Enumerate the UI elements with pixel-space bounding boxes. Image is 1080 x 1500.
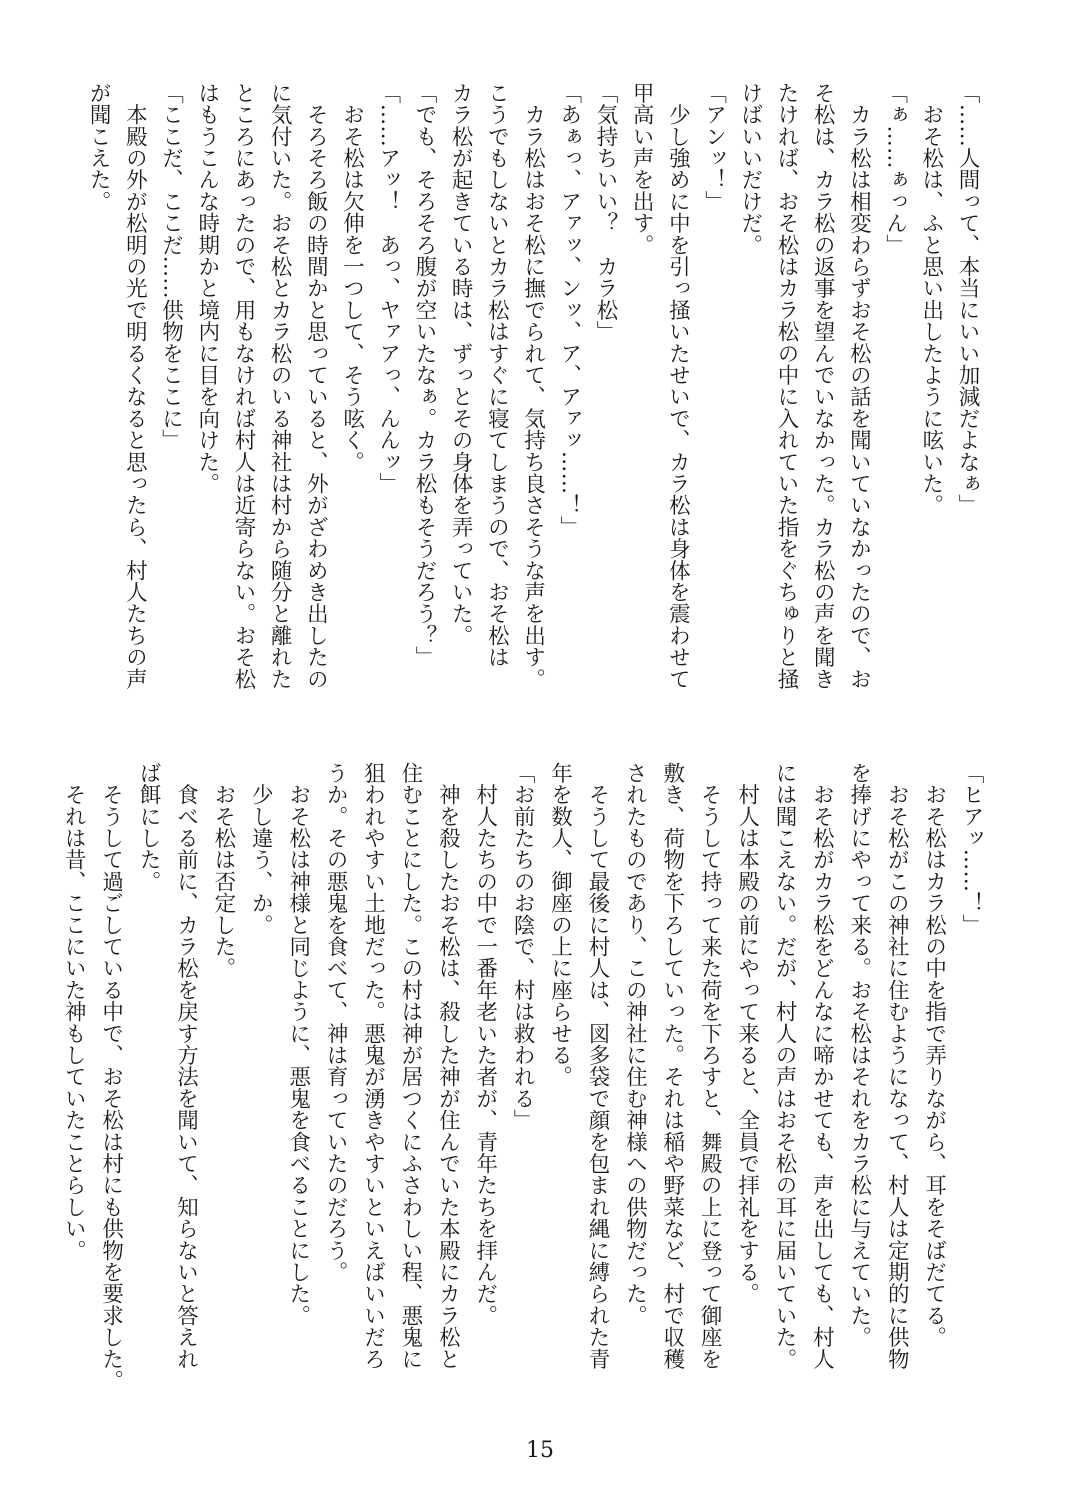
text-line: 少し違う、か。	[248, 762, 274, 936]
text-line: おそ松がカラ松をどんなに啼かせても、声を出しても、村人	[809, 762, 835, 1370]
text-line: 狙われやすい土地だった。悪鬼が湧きやすいといえばいいだろ	[360, 762, 386, 1370]
text-line: たければ、おそ松はカラ松の中に入れていた指をぐちゅりと掻	[773, 82, 799, 690]
text-line: には聞こえない。だが、村人の声はおそ松の耳に届いていた。	[771, 762, 797, 1370]
text-line: 少し強めに中を引っ掻いたせいで、カラ松は身体を震わせて	[665, 82, 691, 690]
text-line: 「アンッ！」	[701, 82, 727, 213]
text-line: 住むことにした。この村は神が居つくにふさわしい程、悪鬼に	[397, 762, 423, 1370]
text-line: おそ松は、ふと思い出したように呟いた。	[918, 82, 944, 516]
text-line: そ松は、カラ松の返事を望んでいなかった。カラ松の声を聞き	[810, 82, 836, 690]
text-line: それは昔、ここにいた神もしていたことらしい。	[61, 762, 87, 1262]
text-line: に気付いた。おそ松とカラ松のいる神社は村から随分と離れた	[267, 82, 293, 690]
text-line: こうでもしないとカラ松はすぐに寝てしまうので、おそ松は	[484, 82, 510, 668]
text-line: 村人は本殿の前にやって来ると、全員で拝礼をする。	[734, 762, 760, 1305]
text-line: カラ松が起きている時は、ずっとその身体を弄っていた。	[448, 82, 474, 647]
text-line: 「……アッ！ あっ、ヤァアっ、んんッ」	[375, 82, 401, 495]
text-line: けばいいだけだ。	[737, 82, 763, 256]
text-line: はもうこんな時期かと境内に目を向けた。	[194, 82, 220, 495]
text-line: が聞こえた。	[86, 82, 112, 213]
text-line: おそ松がこの神社に住むようになって、村人は定期的に供物	[884, 762, 910, 1370]
text-line: されたものであり、この神社に住む神様への供物だった。	[622, 762, 648, 1327]
text-block-bottom	[55, 762, 990, 1412]
text-line: おそ松は神様と同じように、悪鬼を食べることにした。	[285, 762, 311, 1327]
text-line: そろそろ飯の時間かと思っていると、外がざわめき出したの	[303, 82, 329, 690]
text-line: おそ松はカラ松の中を指で弄りながら、耳をそばだてる。	[921, 762, 947, 1348]
text-line: 年を数人、御座の上に座らせる。	[547, 762, 573, 1088]
text-line: 「ここだ、ここだ……供物をここに」	[158, 82, 184, 451]
text-line: カラ松は相変わらずおそ松の話を聞いていなかったので、お	[846, 82, 872, 690]
page-number: 15	[526, 1438, 554, 1463]
text-line: そうして持って来た荷を下ろすと、舞殿の上に登って御座を	[697, 762, 723, 1370]
text-line: ば餌にした。	[136, 762, 162, 893]
text-line: を捧げにやって来る。おそ松はそれをカラ松に与えていた。	[846, 762, 872, 1348]
text-line: 「お前たちのお陰で、村は救われる」	[510, 762, 536, 1131]
text-line: 「気持ちいい？ カラ松」	[592, 82, 618, 343]
text-line: 「ヒアッ……！」	[959, 762, 984, 936]
text-line: おそ松は欠伸を一つして、そう呟く。	[339, 82, 365, 473]
text-line: ところにあったので、用もなければ村人は近寄らない。おそ松	[230, 82, 256, 690]
text-line: 「……人間って、本当にいい加減だよなぁ」	[955, 82, 980, 516]
text-line: うか。その悪鬼を食べて、神は育っていたのだろう。	[323, 762, 349, 1283]
text-line: 「ぁ……ぁっん」	[882, 82, 908, 256]
text-line: 本殿の外が松明の光で明るくなると思ったら、村人たちの声	[122, 82, 148, 690]
text-line: おそ松は否定した。	[210, 762, 236, 979]
text-line: 村人たちの中で一番年老いた者が、青年たちを拝んだ。	[472, 762, 498, 1327]
text-line: カラ松はおそ松に撫でられて、気持ち良さそうな声を出す。	[520, 82, 546, 690]
text-line: 「でも、そろそろ腹が空いたなぁ。カラ松もそうだろう？」	[411, 82, 437, 668]
text-line: そうして過ごしている中で、おそ松は村にも供物を要求した。	[98, 762, 124, 1392]
text-line: 敷き、荷物を下ろしていった。それは稲や野菜など、村で収穫	[659, 762, 685, 1370]
text-line: 「あぁっ、アァッ、ンッ、ア、アァッ……！」	[556, 82, 582, 538]
text-line: 食べる前に、カラ松を戻す方法を聞いて、知らないと答えれ	[173, 762, 199, 1370]
text-line: そうして最後に村人は、図多袋で顔を包まれ縄に縛られた青	[584, 762, 610, 1370]
text-block-top	[80, 82, 985, 712]
text-line: 神を殺したおそ松は、殺した神が住んでいた本殿にカラ松と	[435, 762, 461, 1370]
text-line: 甲高い声を出す。	[629, 82, 655, 256]
